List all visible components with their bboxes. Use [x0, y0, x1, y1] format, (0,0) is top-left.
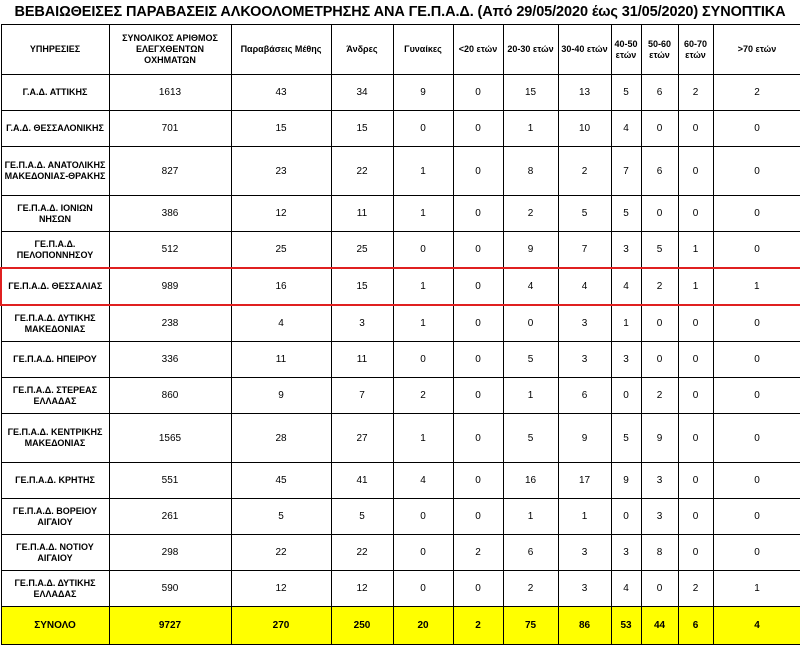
total-cell: 86: [558, 607, 611, 645]
cell: 0: [713, 147, 800, 196]
cell: 0: [393, 535, 453, 571]
cell: 5: [611, 414, 641, 463]
cell: 15: [331, 111, 393, 147]
cell: 0: [641, 196, 678, 232]
cell: 0: [453, 342, 503, 378]
table-row: [1, 463, 800, 499]
cell: 0: [393, 499, 453, 535]
cell: 0: [453, 414, 503, 463]
cell: 0: [453, 268, 503, 305]
cell: 34: [331, 75, 393, 111]
row-name: ΓΕ.Π.Α.Δ. ΔΥΤΙΚΗΣ ΜΑΚΕΔΟΝΙΑΣ: [1, 305, 109, 342]
cell: 27: [331, 414, 393, 463]
table-row: [1, 75, 800, 111]
cell: 261: [109, 499, 231, 535]
cell: 0: [713, 342, 800, 378]
cell: 3: [611, 342, 641, 378]
cell: 15: [503, 75, 558, 111]
cell: 1: [503, 111, 558, 147]
cell: 0: [611, 499, 641, 535]
cell: 6: [641, 75, 678, 111]
cell: 7: [331, 378, 393, 414]
header-cell: ΥΠΗΡΕΣΙΕΣ: [1, 25, 109, 75]
row-name: ΓΕ.Π.Α.Δ. ΔΥΤΙΚΗΣ ΕΛΛΑΔΑΣ: [1, 571, 109, 607]
cell: 1: [713, 268, 800, 305]
total-cell: 44: [641, 607, 678, 645]
header-cell: <20 ετών: [453, 25, 503, 75]
cell: 2: [713, 75, 800, 111]
cell: 11: [331, 196, 393, 232]
cell: 0: [641, 305, 678, 342]
cell: 3: [611, 535, 641, 571]
cell: 0: [678, 111, 713, 147]
cell: 23: [231, 147, 331, 196]
total-cell: 9727: [109, 607, 231, 645]
cell: 2: [641, 268, 678, 305]
cell: 0: [713, 535, 800, 571]
cell: 0: [453, 196, 503, 232]
violations-table: [0, 24, 800, 645]
cell: 0: [393, 342, 453, 378]
cell: 4: [558, 268, 611, 305]
total-cell: 250: [331, 607, 393, 645]
cell: 4: [231, 305, 331, 342]
cell: 0: [503, 305, 558, 342]
cell: 336: [109, 342, 231, 378]
cell: 0: [678, 463, 713, 499]
row-name: ΓΕ.Π.Α.Δ. ΗΠΕΙΡΟΥ: [1, 342, 109, 378]
cell: 1: [393, 414, 453, 463]
table-row: [1, 196, 800, 232]
cell: 15: [231, 111, 331, 147]
total-row: [1, 607, 800, 645]
header-cell: Άνδρες: [331, 25, 393, 75]
cell: 1: [393, 196, 453, 232]
cell: 9: [503, 232, 558, 269]
cell: 3: [611, 232, 641, 269]
cell: 590: [109, 571, 231, 607]
cell: 9: [558, 414, 611, 463]
cell: 5: [558, 196, 611, 232]
cell: 0: [453, 499, 503, 535]
cell: 0: [713, 463, 800, 499]
header-cell: 30-40 ετών: [558, 25, 611, 75]
cell: 9: [641, 414, 678, 463]
cell: 28: [231, 414, 331, 463]
cell: 0: [678, 499, 713, 535]
cell: 0: [393, 111, 453, 147]
cell: 5: [231, 499, 331, 535]
cell: 43: [231, 75, 331, 111]
cell: 0: [453, 147, 503, 196]
total-cell: 270: [231, 607, 331, 645]
cell: 0: [713, 232, 800, 269]
row-name: ΓΕ.Π.Α.Δ. ΘΕΣΣΑΛΙΑΣ: [1, 268, 109, 305]
cell: 0: [713, 111, 800, 147]
cell: 512: [109, 232, 231, 269]
cell: 22: [331, 147, 393, 196]
table-row: [1, 414, 800, 463]
cell: 0: [453, 378, 503, 414]
cell: 12: [231, 571, 331, 607]
cell: 2: [641, 378, 678, 414]
cell: 0: [713, 305, 800, 342]
row-name: ΓΕ.Π.Α.Δ. ΑΝΑΤΟΛΙΚΗΣ ΜΑΚΕΔΟΝΙΑΣ-ΘΡΑΚΗΣ: [1, 147, 109, 196]
header-cell: 40-50 ετών: [611, 25, 641, 75]
cell: 6: [641, 147, 678, 196]
cell: 3: [558, 535, 611, 571]
table-row: [1, 147, 800, 196]
cell: 13: [558, 75, 611, 111]
cell: 0: [678, 147, 713, 196]
cell: 1: [503, 499, 558, 535]
cell: 0: [678, 378, 713, 414]
table-row: [1, 499, 800, 535]
table-row: [1, 378, 800, 414]
cell: 298: [109, 535, 231, 571]
cell: 5: [331, 499, 393, 535]
cell: 0: [453, 463, 503, 499]
cell: 5: [503, 342, 558, 378]
cell: 3: [641, 463, 678, 499]
cell: 25: [231, 232, 331, 269]
cell: 1565: [109, 414, 231, 463]
cell: 0: [641, 571, 678, 607]
cell: 3: [331, 305, 393, 342]
header-cell: 20-30 ετών: [503, 25, 558, 75]
cell: 1613: [109, 75, 231, 111]
row-name: ΓΕ.Π.Α.Δ. ΒΟΡΕΙΟΥ ΑΙΓΑΙΟΥ: [1, 499, 109, 535]
cell: 9: [611, 463, 641, 499]
row-name: ΓΕ.Π.Α.Δ. ΙΟΝΙΩΝ ΝΗΣΩΝ: [1, 196, 109, 232]
table-row: [1, 305, 800, 342]
cell: 3: [558, 571, 611, 607]
cell: 0: [393, 571, 453, 607]
row-name: ΓΕ.Π.Α.Δ. ΝΟΤΙΟΥ ΑΙΓΑΙΟΥ: [1, 535, 109, 571]
cell: 6: [503, 535, 558, 571]
cell: 1: [393, 147, 453, 196]
total-cell: 53: [611, 607, 641, 645]
cell: 0: [713, 414, 800, 463]
cell: 7: [558, 232, 611, 269]
cell: 701: [109, 111, 231, 147]
cell: 12: [231, 196, 331, 232]
cell: 16: [503, 463, 558, 499]
cell: 15: [331, 268, 393, 305]
total-cell: 2: [453, 607, 503, 645]
cell: 4: [611, 111, 641, 147]
cell: 4: [393, 463, 453, 499]
cell: 0: [611, 378, 641, 414]
cell: 0: [641, 111, 678, 147]
cell: 0: [393, 232, 453, 269]
cell: 0: [678, 414, 713, 463]
cell: 25: [331, 232, 393, 269]
cell: 3: [558, 342, 611, 378]
cell: 0: [453, 111, 503, 147]
cell: 0: [713, 378, 800, 414]
cell: 0: [678, 342, 713, 378]
table-row: [1, 571, 800, 607]
table-row-highlighted: [1, 268, 800, 305]
cell: 2: [453, 535, 503, 571]
cell: 1: [393, 305, 453, 342]
cell: 3: [641, 499, 678, 535]
header-cell: 50-60 ετών: [641, 25, 678, 75]
cell: 386: [109, 196, 231, 232]
table-row: [1, 342, 800, 378]
cell: 7: [611, 147, 641, 196]
header-cell: >70 ετών: [713, 25, 800, 75]
cell: 0: [678, 196, 713, 232]
cell: 6: [558, 378, 611, 414]
cell: 0: [641, 342, 678, 378]
total-cell: 4: [713, 607, 800, 645]
table-row: [1, 111, 800, 147]
cell: 2: [678, 75, 713, 111]
cell: 238: [109, 305, 231, 342]
cell: 4: [611, 268, 641, 305]
cell: 16: [231, 268, 331, 305]
total-cell: 6: [678, 607, 713, 645]
cell: 5: [503, 414, 558, 463]
cell: 1: [678, 268, 713, 305]
cell: 1: [503, 378, 558, 414]
total-cell: 20: [393, 607, 453, 645]
cell: 1: [393, 268, 453, 305]
cell: 827: [109, 147, 231, 196]
header-row: [1, 25, 800, 75]
cell: 1: [678, 232, 713, 269]
cell: 4: [611, 571, 641, 607]
cell: 2: [503, 196, 558, 232]
cell: 0: [453, 571, 503, 607]
cell: 11: [331, 342, 393, 378]
header-cell: Γυναίκες: [393, 25, 453, 75]
cell: 17: [558, 463, 611, 499]
cell: 22: [231, 535, 331, 571]
cell: 9: [393, 75, 453, 111]
cell: 0: [453, 232, 503, 269]
row-name: ΓΕ.Π.Α.Δ. ΣΤΕΡΕΑΣ ΕΛΛΑΔΑΣ: [1, 378, 109, 414]
cell: 2: [678, 571, 713, 607]
cell: 5: [611, 75, 641, 111]
header-cell: Παραβάσεις Μέθης: [231, 25, 331, 75]
row-name: ΓΕ.Π.Α.Δ. ΠΕΛΟΠΟΝΝΗΣΟΥ: [1, 232, 109, 269]
cell: 0: [453, 75, 503, 111]
cell: 4: [503, 268, 558, 305]
cell: 9: [231, 378, 331, 414]
row-name: ΓΕ.Π.Α.Δ. ΚΡΗΤΗΣ: [1, 463, 109, 499]
total-cell: 75: [503, 607, 558, 645]
cell: 0: [678, 305, 713, 342]
cell: 8: [641, 535, 678, 571]
cell: 45: [231, 463, 331, 499]
cell: 860: [109, 378, 231, 414]
cell: 41: [331, 463, 393, 499]
cell: 5: [611, 196, 641, 232]
cell: 8: [503, 147, 558, 196]
table-row: [1, 535, 800, 571]
row-name: ΓΕ.Π.Α.Δ. ΚΕΝΤΡΙΚΗΣ ΜΑΚΕΔΟΝΙΑΣ: [1, 414, 109, 463]
cell: 12: [331, 571, 393, 607]
cell: 0: [678, 535, 713, 571]
row-name: Γ.Α.Δ. ΑΤΤΙΚΗΣ: [1, 75, 109, 111]
row-name: Γ.Α.Δ. ΘΕΣΣΑΛΟΝΙΚΗΣ: [1, 111, 109, 147]
cell: 2: [558, 147, 611, 196]
cell: 551: [109, 463, 231, 499]
cell: 0: [713, 196, 800, 232]
cell: 0: [713, 499, 800, 535]
header-cell: ΣΥΝΟΛΙΚΟΣ ΑΡΙΘΜΟΣ ΕΛΕΓΧΘΕΝΤΩΝ ΟΧΗΜΑΤΩΝ: [109, 25, 231, 75]
document-title: ΒΕΒΑΙΩΘΕΙΣΕΣ ΠΑΡΑΒΑΣΕΙΣ ΑΛΚΟΟΛΟΜΕΤΡΗΣΗΣ ΑΝΑ ΓΕ.Π.Α.Δ. (Από 29/05/2020 έως 31/05/2020) ΣΥΝΟΠΤΙΚΑ: [14, 4, 786, 20]
table-row: [1, 232, 800, 269]
cell: 2: [393, 378, 453, 414]
cell: 989: [109, 268, 231, 305]
header-cell: 60-70 ετών: [678, 25, 713, 75]
cell: 1: [713, 571, 800, 607]
total-label: ΣΥΝΟΛΟ: [1, 607, 109, 645]
cell: 10: [558, 111, 611, 147]
cell: 3: [558, 305, 611, 342]
cell: 22: [331, 535, 393, 571]
cell: 1: [558, 499, 611, 535]
cell: 5: [641, 232, 678, 269]
cell: 11: [231, 342, 331, 378]
cell: 2: [503, 571, 558, 607]
cell: 0: [453, 305, 503, 342]
cell: 1: [611, 305, 641, 342]
